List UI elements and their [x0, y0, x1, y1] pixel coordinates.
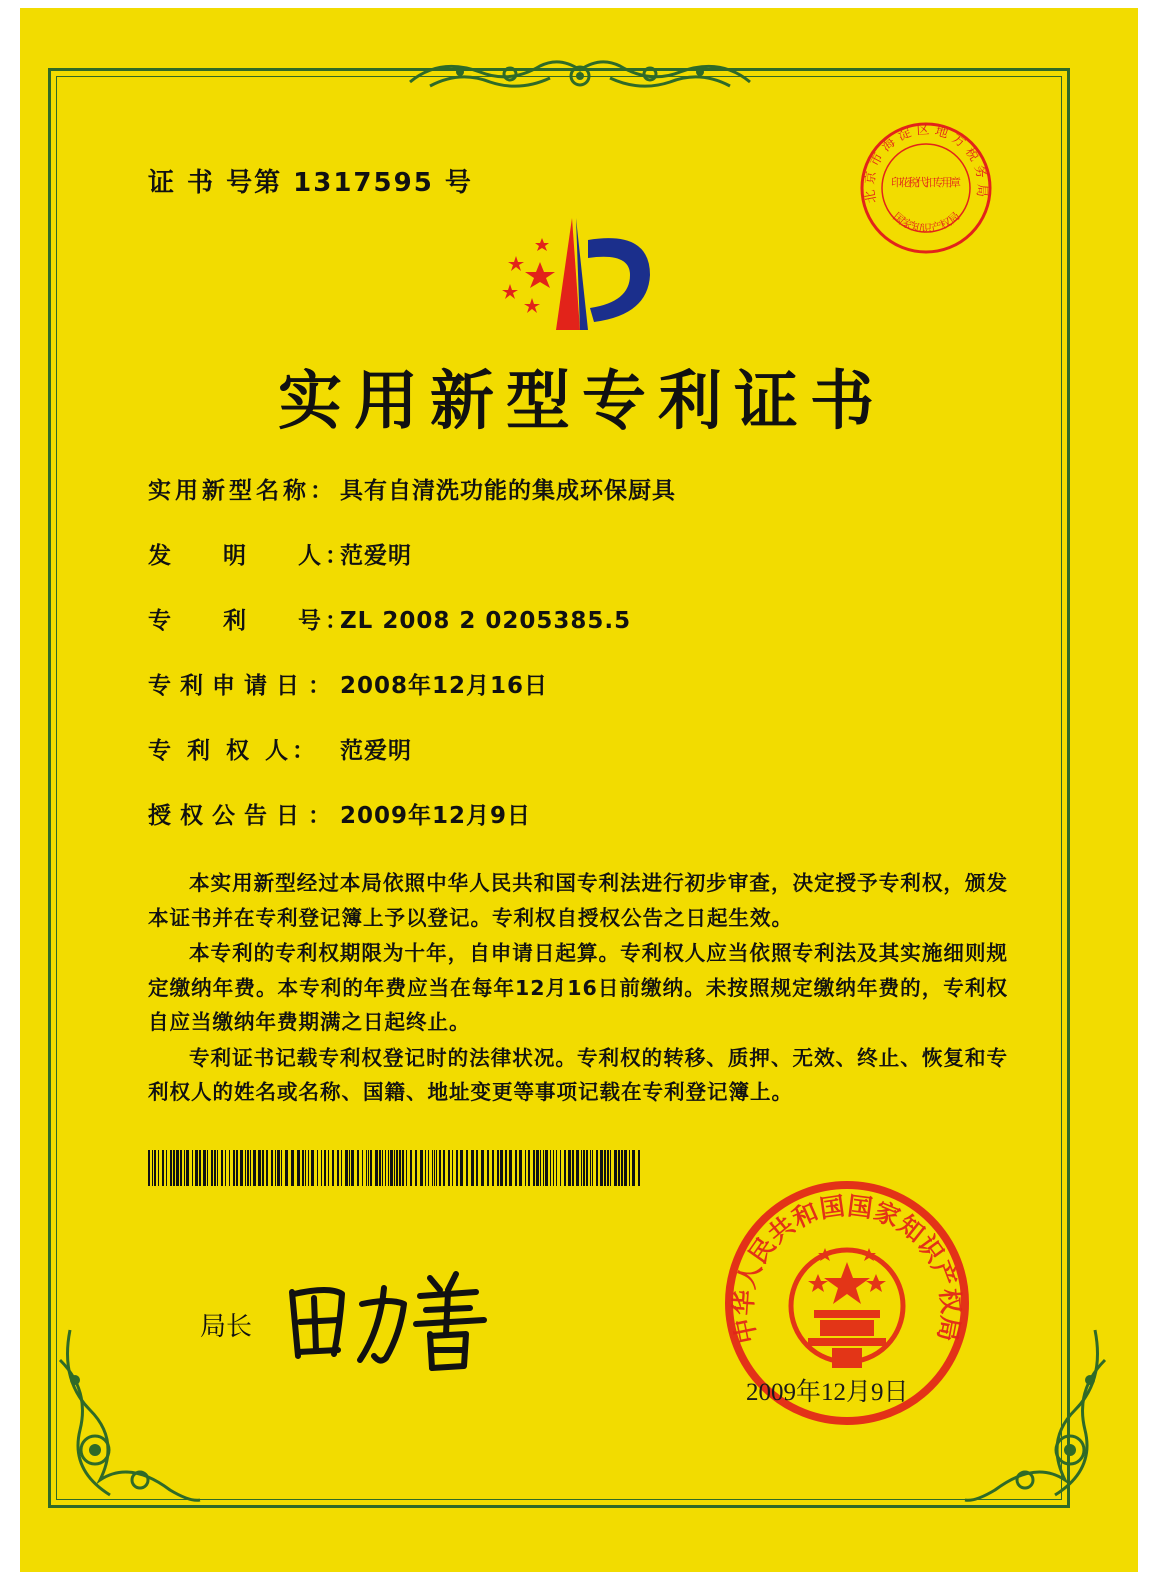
field-inventor: [148, 537, 412, 570]
field-patentee: [148, 732, 412, 765]
paragraph: 本实用新型经过本局依照中华人民共和国专利法进行初步审查，决定授予专利权，颁发本证书并在专利登记簿上予以登记。专利权自授权公告之日起生效。: [148, 871, 1008, 930]
field-value: ZL 2008 2 0205385.5: [340, 608, 632, 634]
certificate-body-text: [148, 866, 1008, 1111]
top-ornament: [400, 52, 760, 98]
field-label: 实用新型名称：: [148, 478, 337, 504]
field-label: 专利申请日：: [148, 673, 340, 699]
field-utility-model-name: [148, 472, 676, 505]
seal-inner-text: 印花税代扣专用章: [891, 176, 961, 189]
director-label: 局长: [200, 1312, 253, 1342]
field-value: 具有自清洗功能的集成环保厨具: [340, 478, 676, 504]
svg-text:国家知识产权局: [890, 209, 962, 235]
certificate-number: 证 书 号第 1317595 号: [148, 168, 473, 198]
field-value: 2008年12月16日: [340, 673, 549, 699]
field-label: 专 利 号：: [148, 608, 353, 634]
field-label: 发 明 人：: [148, 543, 353, 569]
field-application-date: [148, 667, 548, 700]
field-patent-number: [148, 602, 631, 635]
seal-text: 中华人民共和国国家知识产权局: [728, 1191, 966, 1346]
seal-outer-text: 北京市海淀区地方税务局: [862, 122, 990, 205]
paragraph: 本专利的专利权期限为十年，自申请日起算。专利权人应当依照专利法及其实施细则规定缴纳年费。本专利的年费应当在每年12月16日前缴纳。未按照规定缴纳年费的，专利权自应当缴纳年费期满之日起终止。: [148, 941, 1008, 1034]
bottom-right-ornament: [955, 1320, 1115, 1510]
seal-bottom-text: 国家知识产权局: [890, 209, 963, 236]
tax-stamp-seal: [856, 118, 996, 258]
field-value: 范爱明: [340, 738, 412, 764]
field-value: 2009年12月9日: [340, 803, 532, 829]
certificate-title: 实用新型专利证书: [278, 365, 886, 439]
field-label: 专 利 权 人：: [148, 738, 320, 764]
bottom-left-ornament: [50, 1320, 210, 1510]
paragraph: 专利证书记载专利权登记时的法律状况。专利权的转移、质押、无效、终止、恢复和专利权人的姓名或名称、国籍、地址变更等事项记载在专利登记簿上。: [148, 1045, 1008, 1104]
issue-date: 2009年12月9日: [746, 1379, 909, 1406]
barcode: [148, 1150, 644, 1186]
director-signature: [280, 1264, 490, 1374]
patent-office-logo: [490, 210, 660, 340]
field-grant-date: [148, 797, 531, 830]
field-value: 范爱明: [340, 543, 412, 569]
field-label: 授权公告日：: [148, 803, 340, 829]
